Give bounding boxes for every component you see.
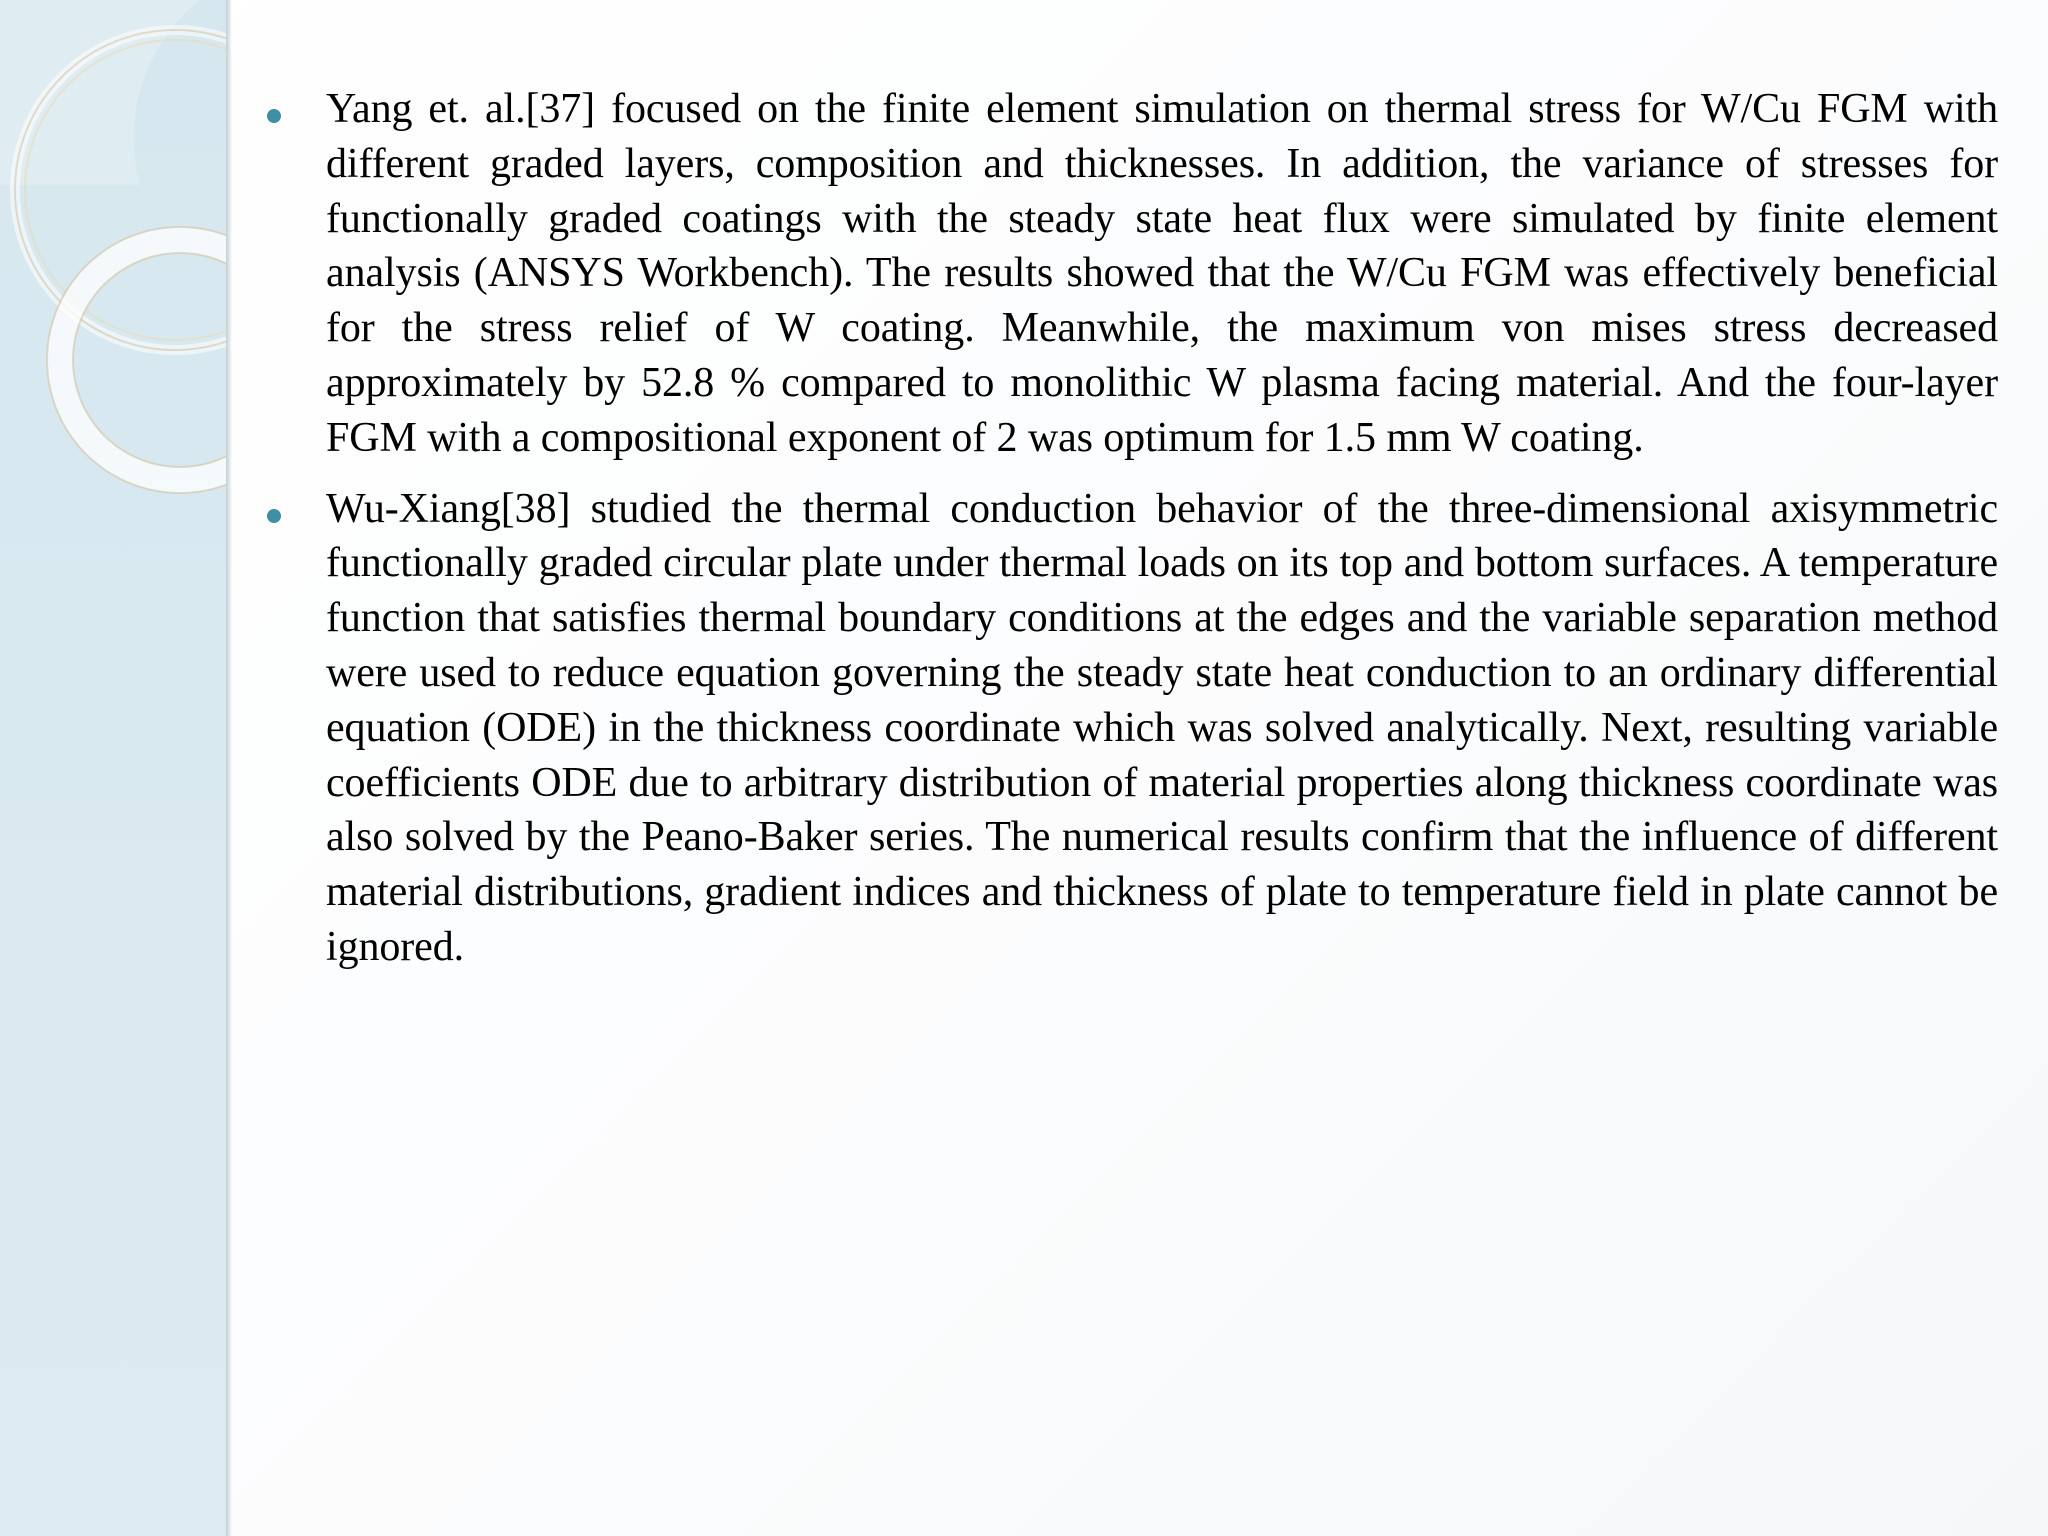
side-panel-edge: [226, 0, 232, 1536]
bullet-list: [250, 82, 1998, 975]
decorative-rings: [0, 0, 228, 520]
bullet-text: Wu-Xiang[38] studied the thermal conduction behavior of the three-dimensional axisymmetric functionally graded circular plate under thermal loads on its top and bottom surfaces. A temperature function that satisfies thermal boundary conditions at the edges and the variable separation method were used to reduce equation governing the steady state heat conduction to an ordinary differential equation (ODE) in the thickness coordinate which was solved analytically. Next, resulting variable coefficients ODE due to arbitrary distribution of material properties along thickness coordinate was also solved by the Peano-Baker series. The numerical results confirm that the influence of different material distributions, gradient indices and thickness of plate to temperature field in plate cannot be ignored.: [326, 485, 1998, 970]
side-decoration-panel: [0, 0, 228, 1536]
slide-content: [250, 82, 1998, 991]
bullet-dot-icon: [267, 509, 281, 523]
bullet-dot-icon: [267, 109, 281, 123]
bullet-text: Yang et. al.[37] focused on the finite element simulation on thermal stress for W/Cu FGM with different graded layers, composition and thicknesses. In addition, the variance of stresses for functionally graded coatings with the steady state heat flux were simulated by finite element analysis (ANSYS Workbench). The results showed that the W/Cu FGM was effectively beneficial for the stress relief of W coating. Meanwhile, the maximum von mises stress decreased approximately by 52.8 % compared to monolithic W plasma facing material. And the four-layer FGM with a compositional exponent of 2 was optimum for 1.5 mm W coating.: [326, 86, 1998, 461]
bullet-item: [250, 82, 1998, 466]
bullet-item: [250, 482, 1998, 975]
